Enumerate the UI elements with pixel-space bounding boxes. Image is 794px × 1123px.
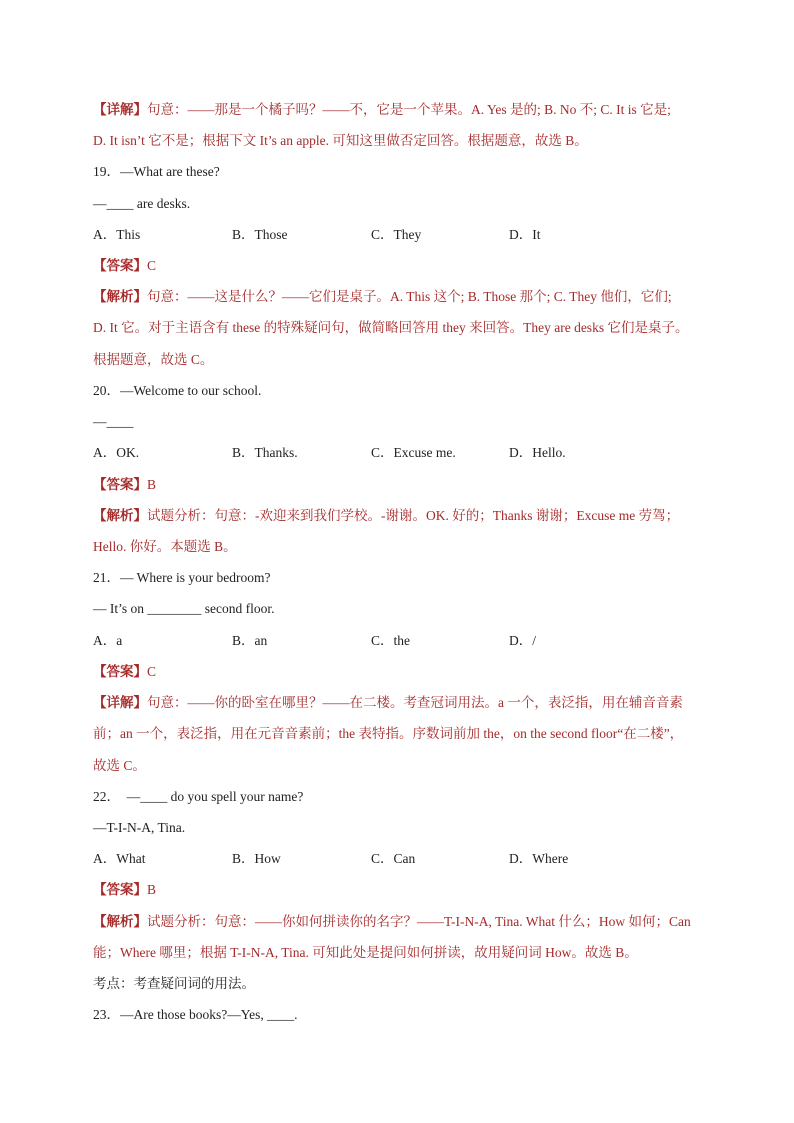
- option-d: D．Hello.: [509, 445, 566, 460]
- option-c: C．the: [371, 633, 410, 648]
- answer-value: B: [147, 882, 157, 897]
- q22-explain-line2: 能；Where 哪里；根据 T-I-N-A, Tina. 可知此处是提问如何拼读，故用疑问词 How。故选 B。: [93, 945, 638, 960]
- q20-answer: [93, 475, 702, 495]
- answer-tag: 【答案】: [93, 664, 147, 679]
- option-c: C．Excuse me.: [371, 445, 456, 460]
- q19-explain-line2: D. It 它。对于主语含有 these 的特殊疑问句，做简略回答用 they 来回答。They are desks 它们是桌子。: [93, 320, 689, 335]
- option-c: C．Can: [371, 851, 416, 866]
- explain-tag: 【解析】: [93, 914, 147, 929]
- option-a: A．What: [93, 851, 146, 866]
- q22-explain-line1: 【解析】试题分析：句意：——你如何拼读你的名字？——T-I-N-A, Tina. What 什么；How 如何；Can: [93, 914, 691, 929]
- q21-stem2: — It’s on ________ second floor.: [93, 601, 275, 616]
- q19-stem2: —____ are desks.: [93, 196, 191, 211]
- q22-kaodian: 考点：考查疑问词的用法。: [93, 976, 255, 991]
- q20-explain-line2: Hello. 你好。本题选 B。: [93, 539, 237, 554]
- answer-value: C: [147, 258, 157, 273]
- answer-tag: 【答案】: [93, 477, 147, 492]
- option-b: B．Those: [232, 227, 288, 242]
- option-b: B．an: [232, 633, 268, 648]
- option-a: A．OK.: [93, 445, 140, 460]
- q18-explain-line2: D. It isn’t 它不是；根据下文 It’s an apple. 可知这里做否定回答。根据题意，故选 B。: [93, 133, 588, 148]
- q21-explain-line1: 【详解】句意：——你的卧室在哪里？——在二楼。考查冠词用法。a 一个，表泛指，用在辅音音素: [93, 695, 683, 710]
- answer-tag: 【答案】: [93, 258, 147, 273]
- explain-tag: 【解析】: [93, 289, 147, 304]
- q23-stem: 23．—Are those books?—Yes, ____.: [93, 1007, 298, 1022]
- explain-tag: 【详解】: [93, 102, 147, 117]
- q22-stem2: —T-I-N-A, Tina.: [93, 820, 186, 835]
- option-b: B．How: [232, 851, 281, 866]
- q22-stem: 22． —____ do you spell your name?: [93, 789, 304, 804]
- option-a: A．a: [93, 633, 123, 648]
- q21-answer: [93, 662, 702, 682]
- option-d: D．It: [509, 227, 541, 242]
- option-d: D．Where: [509, 851, 569, 866]
- answer-value: C: [147, 664, 157, 679]
- q22-answer: [93, 880, 702, 900]
- explain-tag: 【解析】: [93, 508, 147, 523]
- answer-tag: 【答案】: [93, 882, 147, 897]
- option-c: C．They: [371, 227, 422, 242]
- q21-stem: 21．— Where is your bedroom?: [93, 570, 271, 585]
- q21-explain-line2: 前；an 一个，表泛指，用在元音音素前；the 表特指。序数词前加 the，on the second floor“在二楼”，: [93, 726, 684, 741]
- q20-stem: 20．—Welcome to our school.: [93, 383, 262, 398]
- q19-stem: 19．—What are these?: [93, 164, 220, 179]
- q18-explain-line1: 【详解】句意：——那是一个橘子吗？——不，它是一个苹果。A. Yes 是的; B. No 不; C. It is 它是;: [93, 102, 671, 117]
- option-a: A．This: [93, 227, 141, 242]
- q20-stem2: —____: [93, 414, 134, 429]
- q20-explain-line1: 【解析】试题分析：句意：-欢迎来到我们学校。-谢谢。OK. 好的；Thanks 谢谢；Excuse me 劳驾；: [93, 508, 680, 523]
- q19-explain-line3: 根据题意，故选 C。: [93, 352, 214, 367]
- q19-explain-line1: 【解析】句意：——这是什么？——它们是桌子。A. This 这个; B. Those 那个; C. They 他们，它们;: [93, 289, 672, 304]
- q19-answer: [93, 256, 702, 276]
- option-b: B．Thanks.: [232, 445, 298, 460]
- explain-tag: 【详解】: [93, 695, 147, 710]
- q21-explain-line3: 故选 C。: [93, 758, 146, 773]
- answer-value: B: [147, 477, 157, 492]
- option-d: D．/: [509, 633, 536, 648]
